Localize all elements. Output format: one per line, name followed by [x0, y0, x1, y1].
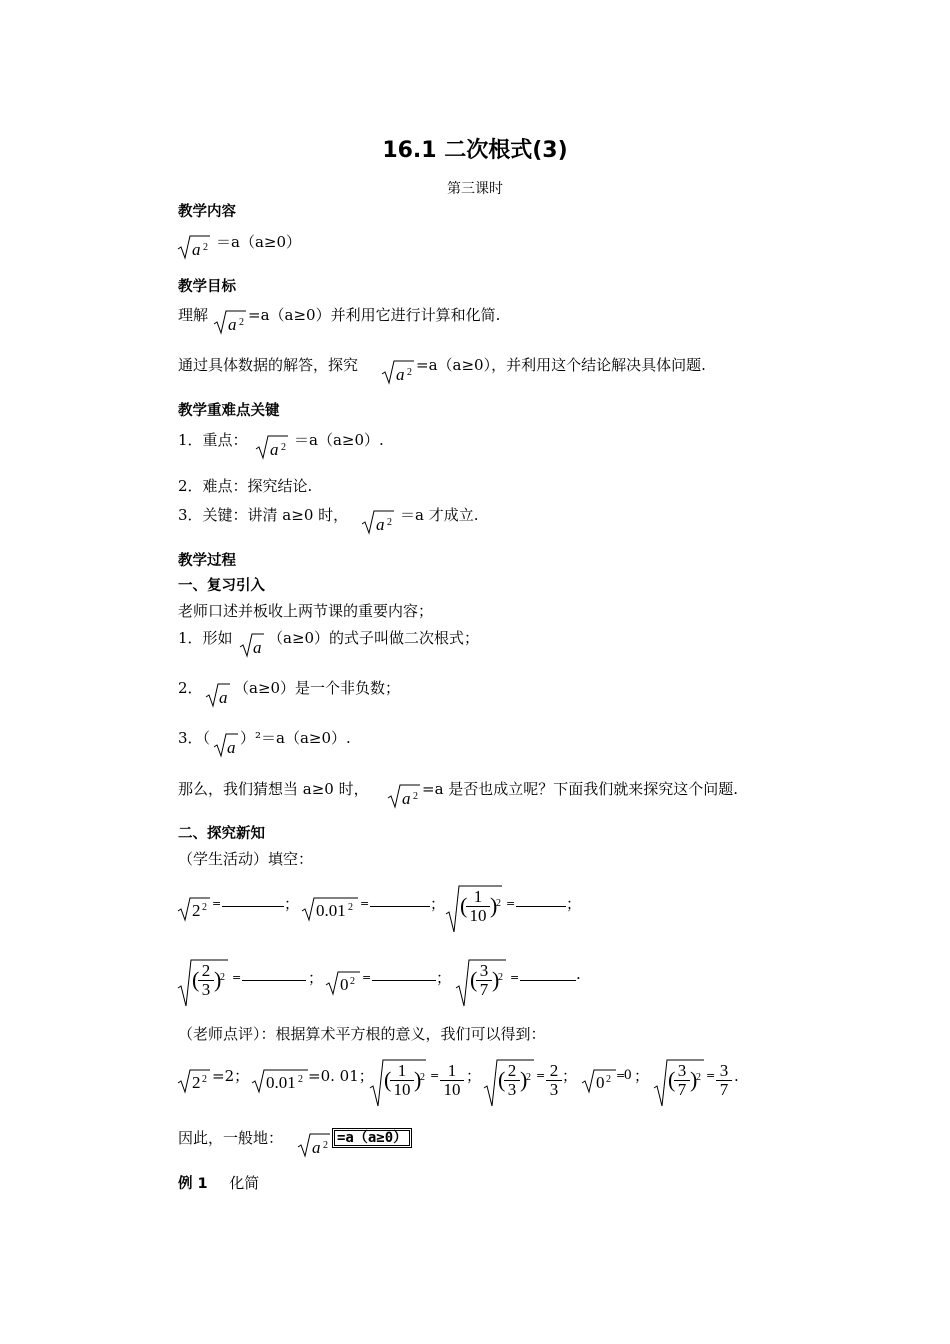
teacher-comment: （老师点评）：根据算术平方根的意义，我们可以得到：	[178, 1025, 546, 1043]
heading-process: 教学过程	[178, 553, 236, 569]
boxed-formula: =a（a≥0）	[334, 1130, 410, 1146]
fraction-2-3: $\frac{2}{3}$	[198, 962, 214, 999]
fraction-3-7: $\frac{3}{7}$	[476, 962, 492, 999]
radicand-a: a	[192, 240, 201, 259]
answer-fraction-3-7: $\frac{3}{7}$	[716, 1062, 732, 1099]
document-page: 16.1 二次根式(3) 第三课时 教学内容 a 2 ＝a（a≥0） 教学目标 理解 a 2 =a（a≥0）并利用它进行计算和化简. 通过具体数据的解答，探究 a 2 =a（a≥0），并利用这个结论解决具体问题. 教学重难点关键 1．重点： a 2 ＝a（a≥0）. 2．难点：探究结论. 3．关键：讲清 a≥0 时， a 2 ＝a 才成立. 教学过程 一、复习引入 老师口述并板收上两节课的重要内容； 1．形如 a （a≥0）的式子叫做二次根式； 2． a （a≥0）是一个非负数； 3．（ a ）²＝a（a≥0）. 那么，我们猜想当 a≥0 时， a 2 =a 是否也成立呢？下面我们就来探究这个问题. 二、探究新知 （学生活动）填空： 2 2 = ； 0.01 2 = ； ( $\frac{1}{10}$ ) 2 = ； ( $\frac{2}{3}$ ) 2 = ； 0 2 = ； ( $\frac{3}{7}$ ) 2 = . （老师点评）：根据算术平方根的意义，我们可以得到： 2 2 =2； 0.01 2 =0. 01； ( $\frac{1}{10}$ ) 2 = $\frac{1}{10}$ ； ( $\frac{2}{3}$ ) 2 = $\frac{2}{3}$ ； 0 2 = 0 ； ( $\frac{3}{7}$ ) 2 = $\frac{3}{7}$ . 因此，一般地： a 2 =a（a≥0） 例 1 化简	[0, 0, 950, 1344]
blank-field[interactable]	[520, 966, 576, 981]
page-title: 16.1 二次根式(3)	[382, 138, 568, 163]
general-conclusion: 因此，一般地： a 2 =a（a≥0）	[178, 1128, 578, 1160]
fill-row-1: 2 2 = ； 0.01 2 = ； ( $\frac{1}{10}$ ) 2 = ；	[178, 884, 778, 934]
fill-row-2: ( $\frac{2}{3}$ ) 2 = ； 0 2 = ； ( $\frac{3}{7}$ ) 2 = .	[178, 958, 778, 1008]
heading-explore: 二、探究新知	[178, 826, 265, 842]
heading-content: 教学内容	[178, 204, 236, 220]
answer-fraction-2-3: $\frac{2}{3}$	[546, 1062, 562, 1099]
fraction-1-10: $\frac{1}{10}$	[466, 888, 490, 925]
page-subtitle: 第三课时	[447, 181, 503, 197]
heading-goals: 教学目标	[178, 279, 236, 295]
blank-field[interactable]	[516, 892, 566, 907]
example-1	[178, 1173, 259, 1194]
example-label: 例 1	[178, 1176, 208, 1192]
exponent: 2	[203, 242, 208, 253]
blank-field[interactable]	[372, 966, 436, 981]
activity-line: （学生活动）填空：	[178, 850, 314, 868]
blank-field[interactable]	[222, 892, 284, 907]
blank-field[interactable]	[242, 966, 306, 981]
heading-review: 一、复习引入	[178, 578, 265, 594]
example-text: 化简	[229, 1174, 260, 1192]
key-2: 2．难点：探究结论.	[178, 477, 313, 495]
blank-field[interactable]	[370, 892, 430, 907]
formula-text: ＝a（a≥0）	[216, 233, 301, 251]
answer-fraction-1-10: $\frac{1}{10}$	[440, 1062, 464, 1099]
answers-row: 2 2 =2； 0.01 2 =0. 01； ( $\frac{1}{10}$ ) 2 = $\frac{1}{10}$ ； ( $\frac{2}{3}$ ) 2 = $\frac{2}{3}$ ； 0 2 = 0 ； ( $\frac{3}{7}$ ) 2 = $\frac{3}{7}$ .	[178, 1056, 778, 1110]
heading-key-points: 教学重难点关键	[178, 403, 280, 419]
review-intro: 老师口述并板收上两节课的重要内容；	[178, 602, 434, 620]
